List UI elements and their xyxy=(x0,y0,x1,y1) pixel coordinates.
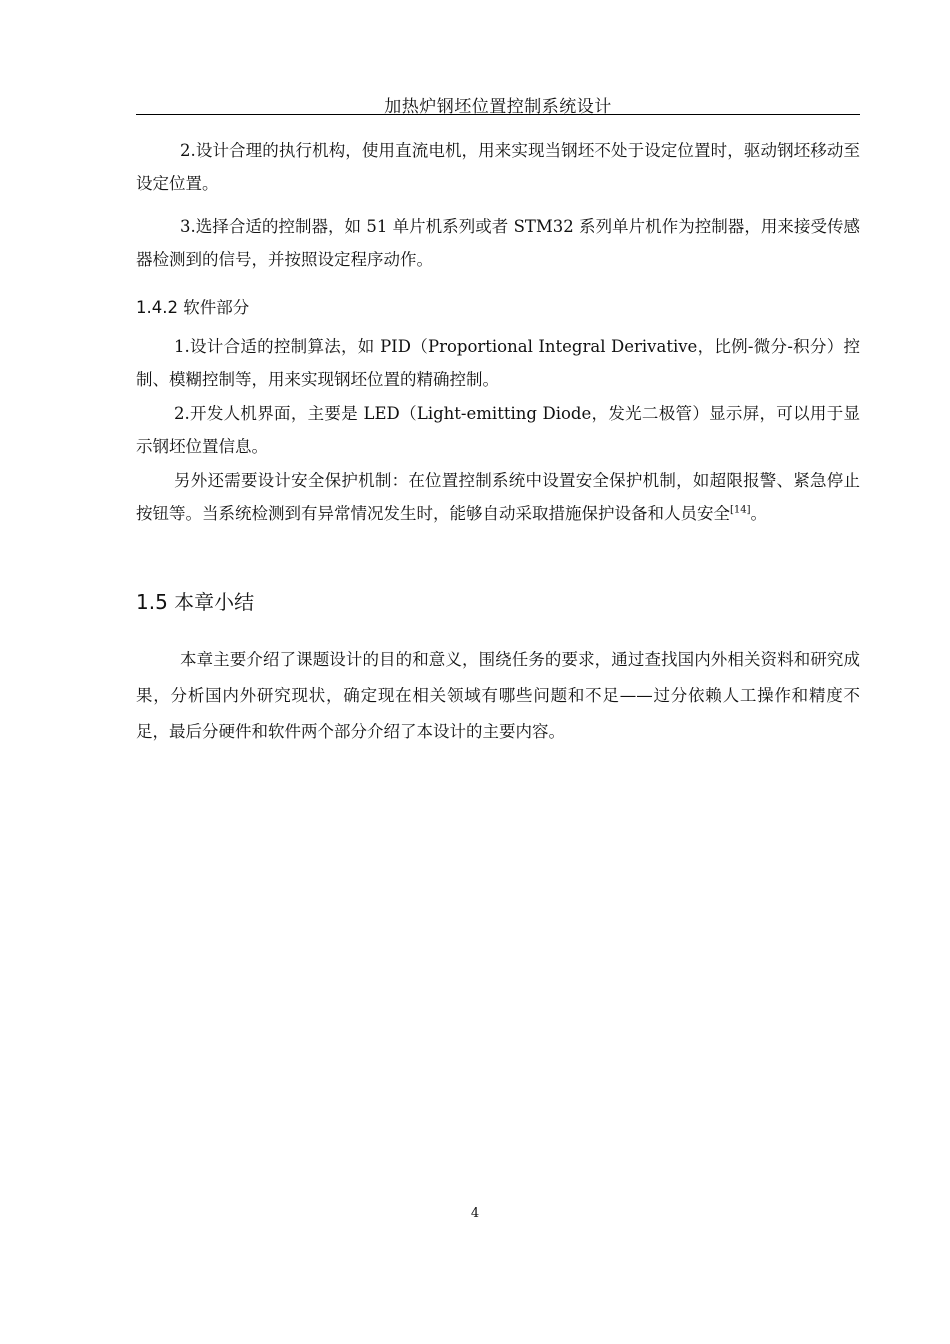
citation-ref: [14] xyxy=(730,504,751,516)
page-number: 4 xyxy=(470,1206,480,1221)
software-item-2: 2.开发人机界面，主要是 LED（Light-emitting Diode，发光二极管）显示屏，可以用于显示钢坯位置信息。 xyxy=(136,404,860,456)
hardware-item-3: 3.选择合适的控制器，如 51 单片机系列或者 STM32 系列单片机作为控制器，用来接受传感器检测到的信号，并按照设定程序动作。 xyxy=(136,217,860,269)
chapter-summary-heading: 1.5 本章小结 xyxy=(136,590,255,614)
safety-text: 另外还需要设计安全保护机制：在位置控制系统中设置安全保护机制，如超限报警、紧急停止按钮等。当系统检测到有异常情况发生时，能够自动采取措施保护设备和人员安全 xyxy=(136,471,860,523)
software-item-1: 1.设计合适的控制算法，如 PID（Proportional Integral Derivative，比例-微分-积分）控制、模糊控制等，用来实现钢坯位置的精确控制。 xyxy=(136,337,860,389)
page-header-title: 加热炉钢坯位置控制系统设计 xyxy=(384,97,612,117)
chapter-summary-text: 本章主要介绍了课题设计的目的和意义，围绕任务的要求，通过查找国内外相关资料和研究成果，分析国内外研究现状，确定现在相关领域有哪些问题和不足——过分依赖人工操作和精度不足，最后分硬件和软件两个部分介绍了本设计的主要内容。 xyxy=(136,650,860,741)
software-section-heading: 1.4.2 软件部分 xyxy=(136,298,250,317)
hardware-item-2: 2.设计合理的执行机构，使用直流电机，用来实现当钢坯不处于设定位置时，驱动钢坯移动至设定位置。 xyxy=(136,141,860,193)
safety-paragraph xyxy=(136,464,860,530)
page-header-rule xyxy=(136,114,860,115)
safety-end: 。 xyxy=(750,504,768,523)
